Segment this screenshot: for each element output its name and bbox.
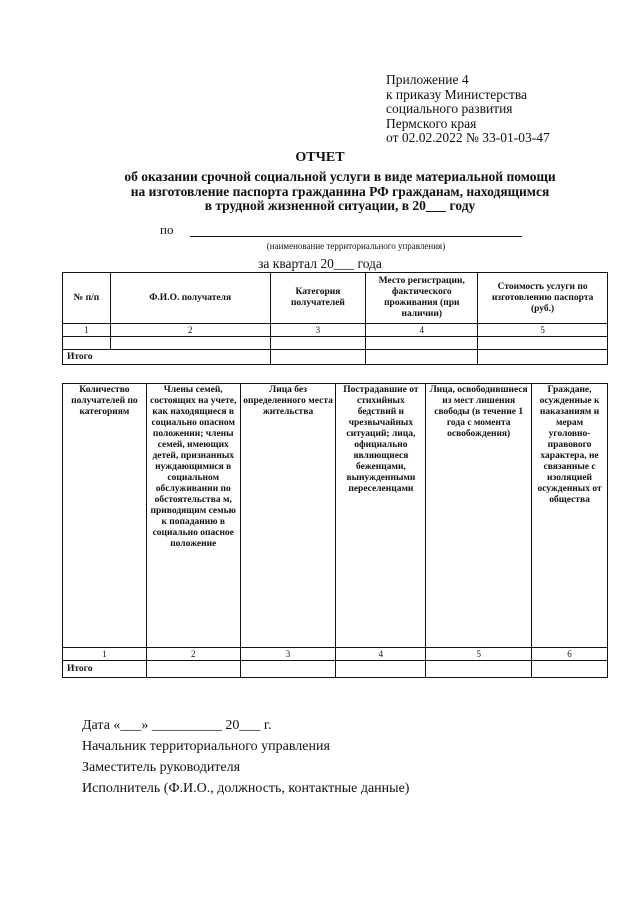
column-header: Количество получателей по категориям	[63, 384, 147, 648]
column-header: Категория получателей	[270, 273, 366, 324]
table-header-row	[63, 273, 608, 324]
table-cell	[478, 350, 608, 365]
column-header: Члены семей, состоящих на учете, как находящиеся в социально опасном положении; члены семей, имеющих детей, признанных нуждающимися в социальном обслуживании по обстоятельства м, приводящим семью к попаданию в социально опасное положение	[146, 384, 240, 648]
po-label: по	[160, 222, 174, 237]
report-title: ОТЧЕТ	[295, 150, 345, 165]
table-cell	[270, 350, 366, 365]
column-number: 2	[146, 648, 240, 661]
column-number: 1	[63, 648, 147, 661]
appendix-line: Пермского края	[386, 115, 477, 131]
po-caption: (наименование территориального управления)	[266, 241, 446, 251]
table-cell	[366, 337, 478, 350]
executor-line: Исполнитель (Ф.И.О., должность, контактные данные)	[82, 781, 410, 796]
column-header: Пострадавшие от стихийных бедствий и чрезвычайных ситуаций; лица, официально являющиеся беженцами, вынужденными переселенцами	[336, 384, 426, 648]
column-number: 4	[366, 324, 478, 337]
column-number-row	[63, 324, 608, 337]
territorial-office-blank	[190, 236, 522, 237]
total-label: Итого	[63, 661, 147, 678]
column-header: Лица без определенного места жительства	[240, 384, 336, 648]
column-number-row	[63, 648, 608, 661]
table-header-row	[63, 384, 608, 648]
column-number: 5	[478, 324, 608, 337]
subtitle-line: на изготовление паспорта гражданина РФ гражданам, находящимся	[130, 183, 550, 199]
appendix-line: к приказу Министерства	[386, 86, 528, 102]
table-cell	[240, 661, 336, 678]
column-number: 6	[532, 648, 608, 661]
table-cell	[270, 337, 366, 350]
table-cell	[63, 337, 111, 350]
column-number: 1	[63, 324, 111, 337]
table-cell	[426, 661, 532, 678]
deputy-line: Заместитель руководителя	[82, 760, 241, 775]
quarter-line: за квартал 20___ года	[258, 256, 382, 271]
column-number: 5	[426, 648, 532, 661]
table-cell	[532, 661, 608, 678]
subtitle-line: в трудной жизненной ситуации, в 20___ году	[204, 198, 476, 213]
date-line: Дата «___» __________ 20___ г.	[82, 718, 272, 733]
report-subtitle	[90, 170, 590, 214]
table-cell	[478, 337, 608, 350]
subtitle-line: об оказании срочной социальной услуги в виде материальной помощи	[124, 169, 556, 184]
column-header: Стоимость услуги по изготовлению паспорта (руб.)	[478, 273, 608, 324]
column-header: Ф.И.О. получателя	[110, 273, 270, 324]
table-row	[63, 337, 608, 350]
column-header: Граждане, осужденные к наказаниям и мерам уголовно-правового характера, не связанные с изоляцией осужденных от общества	[532, 384, 608, 648]
appendix-block	[386, 73, 626, 146]
recipients-table	[62, 272, 608, 365]
column-number: 2	[110, 324, 270, 337]
appendix-line: от 02.02.2022 № 33-01-03-47	[386, 130, 550, 145]
table-cell	[146, 661, 240, 678]
column-number: 4	[336, 648, 426, 661]
signature-block	[82, 715, 409, 799]
table-cell	[110, 337, 270, 350]
total-label: Итого	[63, 350, 271, 365]
table-cell	[366, 350, 478, 365]
total-row	[63, 661, 608, 678]
column-header: Место регистрации, фактического проживания (при наличии)	[366, 273, 478, 324]
total-row	[63, 350, 608, 365]
column-header: № п/п	[63, 273, 111, 324]
column-header: Лица, освободившиеся из мест лишения свободы (в течение 1 года с момента освобождения)	[426, 384, 532, 648]
column-number: 3	[240, 648, 336, 661]
head-line: Начальник территориального управления	[82, 739, 330, 754]
appendix-line: Приложение 4	[386, 72, 469, 87]
categories-table	[62, 383, 608, 678]
column-number: 3	[270, 324, 366, 337]
table-cell	[336, 661, 426, 678]
appendix-line: социального развития	[386, 101, 513, 116]
